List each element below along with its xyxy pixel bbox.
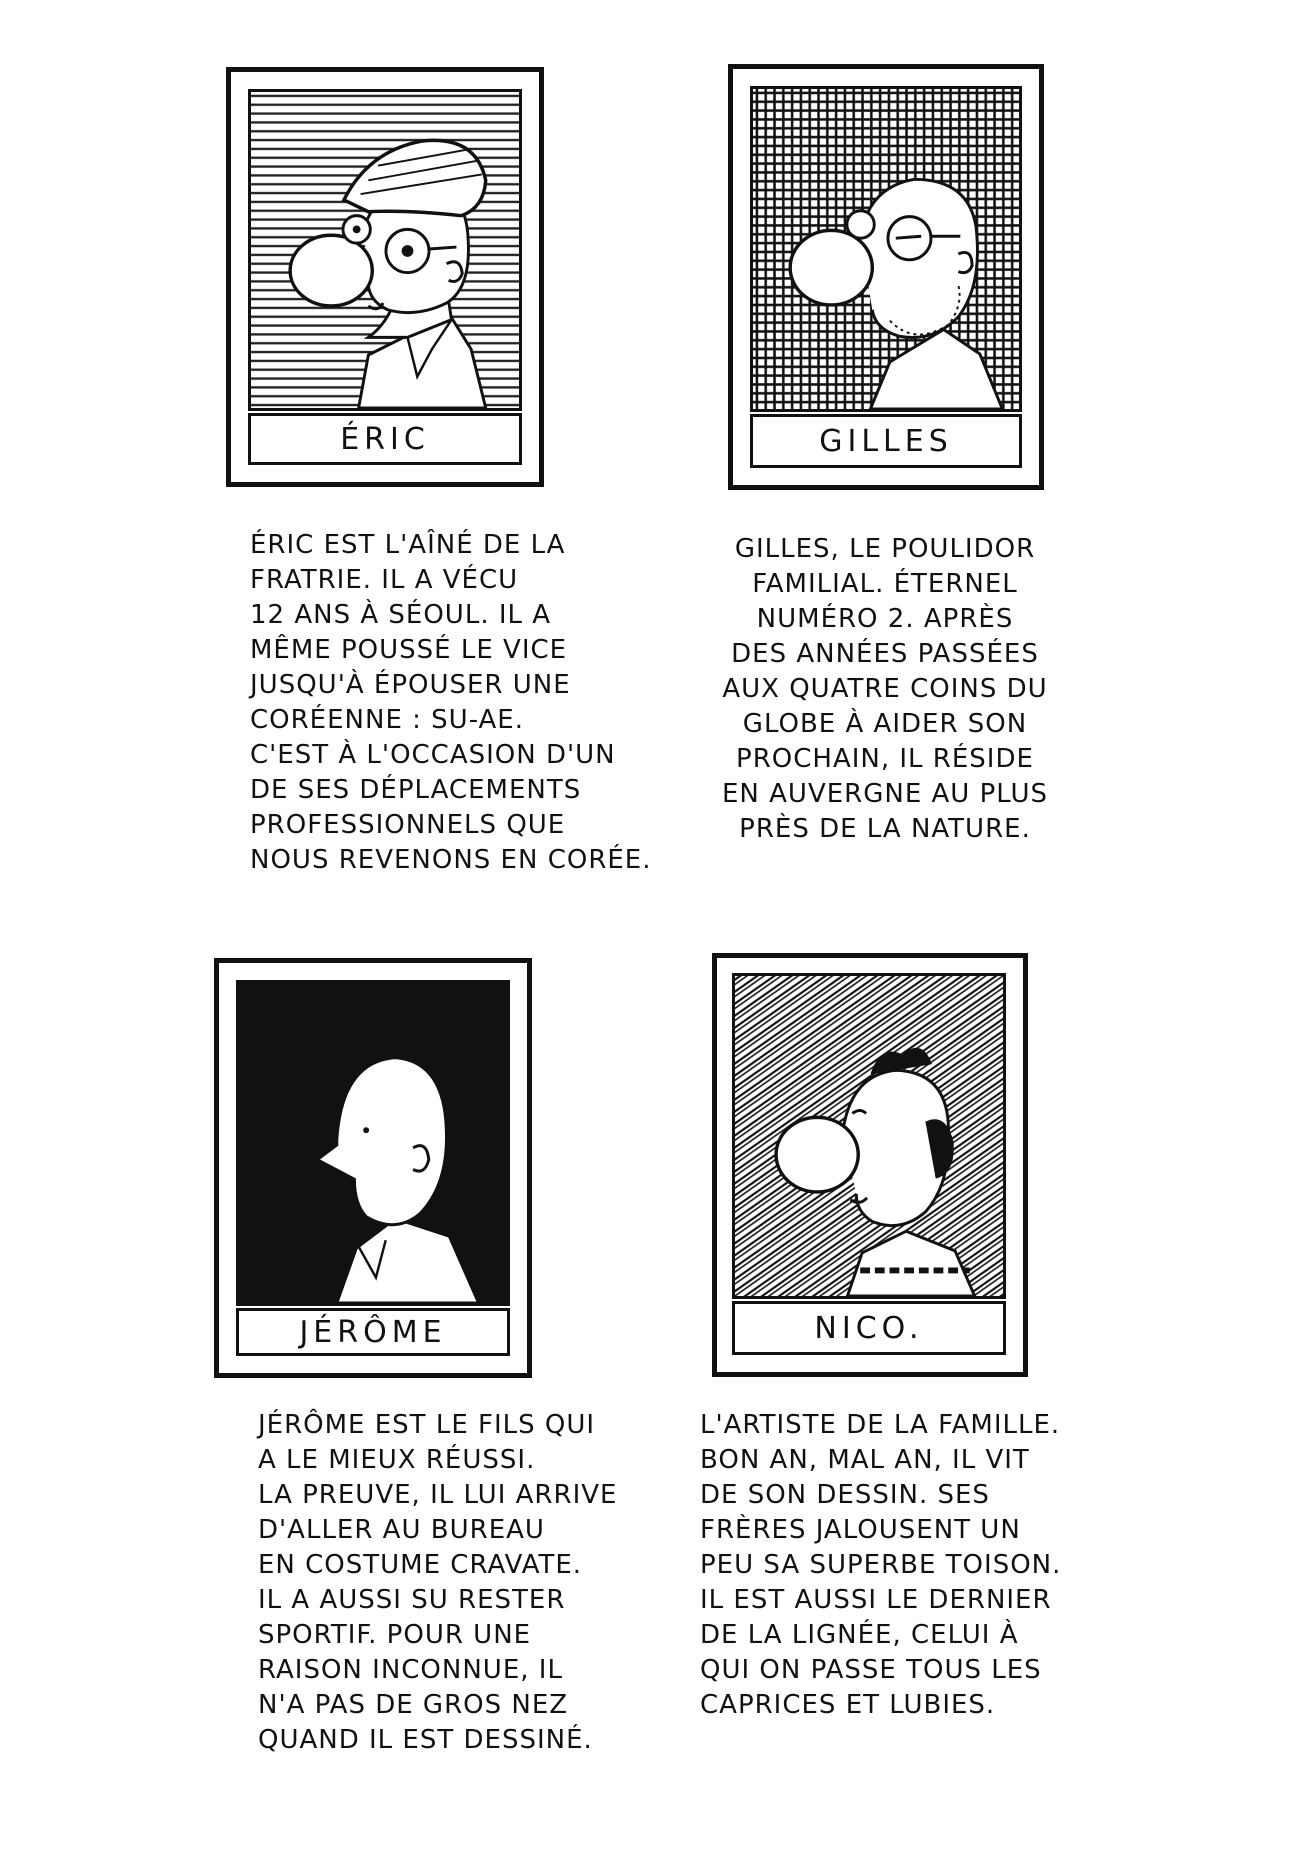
caption-eric [250,528,652,878]
caption-line: DE SON DESSIN. SES [700,1480,990,1510]
portrait-gilles [728,64,1044,490]
caption-line: JUSQU'À ÉPOUSER UNE [250,670,571,700]
caption-line: FRÈRES JALOUSENT UN [700,1515,1021,1545]
portrait-eric [226,67,544,487]
portrait-drawing [750,86,1022,412]
caption-line: FRATRIE. IL A VÉCU [250,565,519,595]
caption-line: MÊME POUSSÉ LE VICE [250,635,568,665]
caption-nico [700,1408,1100,1723]
caption-line: 12 ANS À SÉOUL. IL A [250,600,552,630]
caption-line: L'ARTISTE DE LA FAMILLE. [700,1410,1061,1440]
caption-line: PEU SA SUPERBE TOISON. [700,1550,1062,1580]
caption-line: QUI ON PASSE TOUS LES [700,1655,1042,1685]
caption-line: GLOBE À AIDER SON [742,709,1028,739]
caption-line: JÉRÔME EST LE FILS QUI [258,1410,596,1440]
caption-line: QUAND IL EST DESSINÉ. [258,1725,593,1755]
name-label: JÉRÔME [236,1308,510,1356]
caption-line: PROFESSIONNELS QUE [250,810,566,840]
portrait-drawing [236,980,510,1306]
caption-gilles [690,532,1080,847]
caption-line: DE SES DÉPLACEMENTS [250,775,582,805]
portrait-jerome [214,958,532,1378]
caption-line: BON AN, MAL AN, IL VIT [700,1445,1030,1475]
jerome-illustration [239,983,507,1303]
gilles-illustration [753,89,1019,409]
name-label: NICO. [732,1301,1006,1355]
caption-line: PRÈS DE LA NATURE. [739,814,1031,844]
caption-line: IL EST AUSSI LE DERNIER [700,1585,1052,1615]
caption-line: EN AUVERGNE AU PLUS [721,779,1048,809]
caption-line: AUX QUATRE COINS DU [722,674,1048,704]
caption-line: GILLES, LE POULIDOR [734,534,1036,564]
caption-line: CAPRICES ET LUBIES. [700,1690,996,1720]
nico-illustration [735,976,1003,1296]
caption-line: NOUS REVENONS EN CORÉE. [250,845,652,875]
caption-line: SPORTIF. POUR UNE [258,1620,532,1650]
caption-line: CORÉENNE : SU-AE. [250,705,524,735]
caption-line: ÉRIC EST L'AÎNÉ DE LA [250,530,566,560]
portrait-drawing [732,973,1006,1299]
caption-line: DE LA LIGNÉE, CELUI À [700,1620,1019,1650]
caption-line: N'A PAS DE GROS NEZ [258,1690,569,1720]
caption-line: NUMÉRO 2. APRÈS [756,604,1014,634]
name-label: ÉRIC [248,413,522,465]
caption-line: FAMILIAL. ÉTERNEL [752,569,1018,599]
eric-illustration [251,92,519,408]
caption-line: DES ANNÉES PASSÉES [731,639,1039,669]
caption-line: C'EST À L'OCCASION D'UN [250,740,616,770]
caption-jerome [258,1408,648,1758]
caption-line: PROCHAIN, IL RÉSIDE [736,744,1034,774]
caption-line: A LE MIEUX RÉUSSI. [258,1445,536,1475]
name-label: GILLES [750,414,1022,468]
caption-line: EN COSTUME CRAVATE. [258,1550,583,1580]
caption-line: D'ALLER AU BUREAU [258,1515,545,1545]
portrait-nico [712,953,1028,1377]
caption-line: IL A AUSSI SU RESTER [258,1585,566,1615]
portrait-drawing [248,89,522,411]
caption-line: RAISON INCONNUE, IL [258,1655,563,1685]
caption-line: LA PREUVE, IL LUI ARRIVE [258,1480,618,1510]
